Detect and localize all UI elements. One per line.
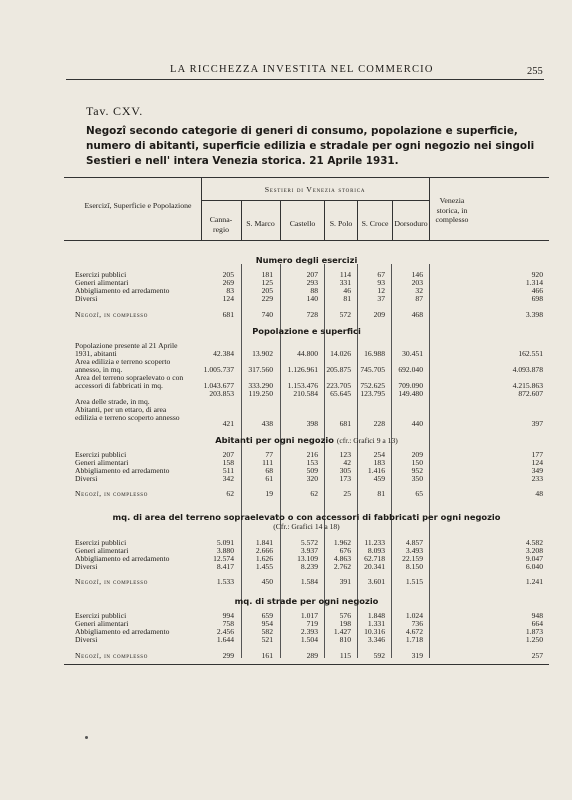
row-label: Area delle strade, in mq. xyxy=(75,397,150,406)
table-cell: 1.043.677 xyxy=(203,381,234,390)
section-subtitle: (Cfr.: Grafici 14 a 18) xyxy=(273,522,340,531)
table-header xyxy=(64,177,549,241)
total-header: Venezia storica, in complesso xyxy=(435,196,469,224)
row-label: Diversi xyxy=(75,562,98,571)
table-cell: 6.040 xyxy=(525,562,543,571)
total-row-label: Negozî, in complesso xyxy=(75,310,148,319)
section-title: mq. di area del terreno sopraelevato o con accessori di fabbricati per ogni negozio xyxy=(112,512,501,522)
table-cell: 1.024 xyxy=(405,611,423,620)
table-cell: 438 xyxy=(261,419,273,428)
table-cell: 205 xyxy=(222,270,234,279)
page-speck xyxy=(85,736,88,739)
table-cell: 87 xyxy=(415,294,423,303)
table-cell: 209 xyxy=(411,450,423,459)
table-cell: 1.250 xyxy=(525,635,543,644)
table-cell: 397 xyxy=(531,419,543,428)
table-cell: 398 xyxy=(306,419,318,428)
group-header: Sestieri di Venezia storica xyxy=(264,185,366,194)
row-label: Diversi xyxy=(75,635,98,644)
table-cell: 114 xyxy=(339,270,351,279)
table-cell: 698 xyxy=(531,294,543,303)
table-cell: 1.504 xyxy=(300,635,318,644)
sestiere-header: Castello xyxy=(289,219,316,228)
table-cell: 3.346 xyxy=(367,635,385,644)
sestiere-header: S. Polo xyxy=(329,219,353,228)
table-cell: 9.047 xyxy=(525,554,543,563)
sestiere-header: Dorsoduro xyxy=(394,219,428,228)
total-row-label: Negozî, in complesso xyxy=(75,577,148,586)
table-cell: 3.208 xyxy=(525,546,543,555)
table-cell: 62 xyxy=(226,489,234,498)
table-cell: 32 xyxy=(415,286,423,295)
column-rule xyxy=(429,178,430,240)
table-cell: 709.090 xyxy=(398,381,423,390)
table-cell: 319 xyxy=(411,651,423,660)
header-rule xyxy=(66,79,544,80)
table-cell: 421 xyxy=(222,419,234,428)
table-cell: 1.314 xyxy=(525,278,543,287)
table-cell: 1.427 xyxy=(333,627,351,636)
table-cell: 1.241 xyxy=(525,577,543,586)
table-cell: 4.582 xyxy=(525,538,543,547)
table-cell: 8.150 xyxy=(405,562,423,571)
table-cell: 46 xyxy=(343,286,351,295)
table-cell: 20.341 xyxy=(364,562,385,571)
table-cell: 12.574 xyxy=(213,554,234,563)
table-cell: 68 xyxy=(265,466,273,475)
table-cell: 4.093.878 xyxy=(512,365,543,374)
table-cell: 8.417 xyxy=(216,562,234,571)
row-label: Popolazione presente al 21 Aprile 1931, abitanti xyxy=(75,341,178,358)
table-cell: 752.625 xyxy=(360,381,385,390)
table-cell: 209 xyxy=(373,310,385,319)
row-label: Area del terreno sopraelevato o con accessori di fabbricati in mq. xyxy=(75,373,184,390)
table-cell: 572 xyxy=(339,310,351,319)
table-cell: 88 xyxy=(310,286,318,295)
table-cell: 2.393 xyxy=(300,627,318,636)
table-cell: 872.607 xyxy=(518,389,543,398)
table-cell: 331 xyxy=(339,278,351,287)
row-label: Generi alimentari xyxy=(75,278,129,287)
table-cell: 48 xyxy=(535,489,543,498)
table-cell: 62 xyxy=(310,489,318,498)
table-cell: 736 xyxy=(411,619,423,628)
table-cell: 676 xyxy=(339,546,351,555)
table-cell: 62.718 xyxy=(364,554,385,563)
table-cell: 177 xyxy=(531,450,543,459)
table-cell: 77 xyxy=(265,450,273,459)
table-cell: 81 xyxy=(377,489,385,498)
table-cell: 5.091 xyxy=(216,538,234,547)
table-cell: 954 xyxy=(261,619,273,628)
table-cell: 207 xyxy=(306,270,318,279)
row-label: Abbigliamento ed arredamento xyxy=(75,286,170,295)
table-cell: 342 xyxy=(222,474,234,483)
sestiere-header: Canna-regio xyxy=(209,215,233,234)
table-cell: 158 xyxy=(222,458,234,467)
section-title: Popolazione e superfici xyxy=(252,326,361,336)
table-cell: 25 xyxy=(343,489,351,498)
table-cell: 83 xyxy=(226,286,234,295)
table-cell: 10.316 xyxy=(364,627,385,636)
table-cell: 149.480 xyxy=(398,389,423,398)
table-cell: 1.626 xyxy=(255,554,273,563)
table-cell: 719 xyxy=(306,619,318,628)
table-cell: 920 xyxy=(531,270,543,279)
table-cell: 305 xyxy=(339,466,351,475)
table-cell: 320 xyxy=(306,474,318,483)
table-cell: 123 xyxy=(339,450,351,459)
table-cell: 299 xyxy=(222,651,234,660)
table-cell: 8.093 xyxy=(367,546,385,555)
table-cell: 391 xyxy=(339,577,351,586)
table-cell: 1.873 xyxy=(525,627,543,636)
table-cell: 459 xyxy=(373,474,385,483)
table-cell: 1.515 xyxy=(405,577,423,586)
row-label: Esercizi pubblici xyxy=(75,538,127,547)
page-number: 255 xyxy=(527,66,543,77)
row-label: Generi alimentari xyxy=(75,458,129,467)
table-cell: 124 xyxy=(531,458,543,467)
table-cell: 150 xyxy=(411,458,423,467)
section-title: Numero degli esercizi xyxy=(255,255,358,265)
table-cell: 11.233 xyxy=(364,538,385,547)
row-label: Generi alimentari xyxy=(75,546,129,555)
table-cell: 681 xyxy=(339,419,351,428)
table-cell: 173 xyxy=(339,474,351,483)
row-label: Diversi xyxy=(75,474,98,483)
table-cell: 67 xyxy=(377,270,385,279)
table-cell: 692.040 xyxy=(398,365,423,374)
table-cell: 205.875 xyxy=(326,365,351,374)
table-cell: 1.455 xyxy=(255,562,273,571)
table-cell: 153 xyxy=(306,458,318,467)
table-cell: 659 xyxy=(261,611,273,620)
table-cell: 13.902 xyxy=(252,349,273,358)
table-cell: 203 xyxy=(411,278,423,287)
table-cell: 257 xyxy=(531,651,543,660)
table-cell: 1.126.961 xyxy=(287,365,318,374)
table-cell: 13.109 xyxy=(297,554,318,563)
table-cell: 81 xyxy=(343,294,351,303)
table-cell: 4.863 xyxy=(333,554,351,563)
table-cell: 1.718 xyxy=(405,635,423,644)
total-row-label: Negozî, in complesso xyxy=(75,489,148,498)
table-cell: 228 xyxy=(373,419,385,428)
row-label: Abbigliamento ed arredamento xyxy=(75,627,170,636)
table-cell: 3.880 xyxy=(216,546,234,555)
section-title-text: Abitanti per ogni negozio xyxy=(215,435,334,445)
table-cell: 65.645 xyxy=(330,389,351,398)
table-cell: 3.493 xyxy=(405,546,423,555)
row-label: Abitanti, per un ettaro, di area edilizia e terreno scoperto annesso xyxy=(75,405,180,422)
table-cell: 5.572 xyxy=(300,538,318,547)
table-cell: 509 xyxy=(306,466,318,475)
table-cell: 161 xyxy=(261,651,273,660)
table-cell: 3.937 xyxy=(300,546,318,555)
section-title xyxy=(64,435,549,445)
table-cell: 162.551 xyxy=(518,349,543,358)
row-label: Abbigliamento ed arredamento xyxy=(75,466,170,475)
table-cell: 44.800 xyxy=(297,349,318,358)
table-cell: 1.416 xyxy=(367,466,385,475)
row-label: Area edilizia e terreno scoperto annesso, in mq. xyxy=(75,357,171,374)
table-title: Negozî secondo categorie di generi di consumo, popolazione e superficie, numero di abitanti, superficie edilizia e stradale per ogni negozio nei singoli Sestieri e nell' intera Venezia storica. 21 Aprile 1931. xyxy=(86,125,535,168)
table-cell: 8.239 xyxy=(300,562,318,571)
table-cell: 293 xyxy=(306,278,318,287)
table-cell: 22.159 xyxy=(402,554,423,563)
table-cell: 233 xyxy=(531,474,543,483)
table-cell: 681 xyxy=(222,310,234,319)
row-label: Generi alimentari xyxy=(75,619,129,628)
table-cell: 210.584 xyxy=(293,389,318,398)
table-cell: 440 xyxy=(411,419,423,428)
table-cell: 4.215.863 xyxy=(512,381,543,390)
table-cell: 30.451 xyxy=(402,349,423,358)
table-cell: 123.795 xyxy=(360,389,385,398)
row-label: Abbigliamento ed arredamento xyxy=(75,554,170,563)
table-cell: 521 xyxy=(261,635,273,644)
table-cell: 124 xyxy=(222,294,234,303)
table-cell: 119.250 xyxy=(248,389,273,398)
table-cell: 664 xyxy=(531,619,543,628)
table-cell: 115 xyxy=(339,651,351,660)
table-cell: 2.762 xyxy=(333,562,351,571)
table-cell: 19 xyxy=(265,489,273,498)
table-cell: 2.456 xyxy=(216,627,234,636)
table-cell: 3.398 xyxy=(525,310,543,319)
table-cell: 12 xyxy=(377,286,385,295)
table-cell: 207 xyxy=(222,450,234,459)
table-cell: 994 xyxy=(222,611,234,620)
table-cell: 216 xyxy=(306,450,318,459)
table-cell: 125 xyxy=(261,278,273,287)
table-cell: 948 xyxy=(531,611,543,620)
table-cell: 1.841 xyxy=(255,538,273,547)
stub-header: Esercizî, Superficie e Popolazione xyxy=(84,201,192,210)
row-label: Esercizi pubblici xyxy=(75,611,127,620)
table-cell: 37 xyxy=(377,294,385,303)
table-number: Tav. CXV. xyxy=(86,104,144,118)
table-cell: 1.017 xyxy=(300,611,318,620)
section-subtitle: (cfr.: Grafici 9 a 13) xyxy=(336,436,398,445)
table-cell: 16.988 xyxy=(364,349,385,358)
row-label: Diversi xyxy=(75,294,98,303)
table-cell: 745.705 xyxy=(360,365,385,374)
table-cell: 4.672 xyxy=(405,627,423,636)
table-cell: 289 xyxy=(306,651,318,660)
table-cell: 14.026 xyxy=(330,349,351,358)
table-cell: 1.644 xyxy=(216,635,234,644)
table-cell: 758 xyxy=(222,619,234,628)
group-rule xyxy=(201,200,429,201)
table-cell: 65 xyxy=(415,489,423,498)
table-cell: 223.705 xyxy=(326,381,351,390)
table-cell: 349 xyxy=(531,466,543,475)
table-cell: 4.857 xyxy=(405,538,423,547)
table-cell: 229 xyxy=(261,294,273,303)
sestiere-header: S. Croce xyxy=(361,219,389,228)
table-cell: 810 xyxy=(339,635,351,644)
table-cell: 140 xyxy=(306,294,318,303)
table-cell: 198 xyxy=(339,619,351,628)
table-cell: 203.853 xyxy=(209,389,234,398)
row-label: Esercizi pubblici xyxy=(75,450,127,459)
table-cell: 42.384 xyxy=(213,349,234,358)
table-cell: 146 xyxy=(411,270,423,279)
table-cell: 1.153.476 xyxy=(287,381,318,390)
table-cell: 183 xyxy=(373,458,385,467)
table-cell: 42 xyxy=(343,458,351,467)
table-cell: 1.005.737 xyxy=(203,365,234,374)
table-cell: 61 xyxy=(265,474,273,483)
row-label: Esercizi pubblici xyxy=(75,270,127,279)
section-title: mq. di strade per ogni negozio xyxy=(234,596,379,606)
running-title: LA RICCHEZZA INVESTITA NEL COMMERCIO xyxy=(170,64,434,75)
table-cell: 1.848 xyxy=(367,611,385,620)
table-cell: 254 xyxy=(373,450,385,459)
table-cell: 350 xyxy=(411,474,423,483)
table-cell: 576 xyxy=(339,611,351,620)
table-cell: 333.290 xyxy=(248,381,273,390)
table-cell: 740 xyxy=(261,310,273,319)
table-bottom-rule xyxy=(64,664,549,665)
sestiere-header: S. Marco xyxy=(246,219,275,228)
table-cell: 728 xyxy=(306,310,318,319)
table-cell: 111 xyxy=(262,458,273,467)
table-cell: 1.962 xyxy=(333,538,351,547)
table-cell: 317.560 xyxy=(248,365,273,374)
table-cell: 1.584 xyxy=(300,577,318,586)
table-cell: 952 xyxy=(411,466,423,475)
table-cell: 269 xyxy=(222,278,234,287)
table-cell: 592 xyxy=(373,651,385,660)
table-cell: 1.331 xyxy=(367,619,385,628)
table-cell: 511 xyxy=(222,466,234,475)
table-cell: 450 xyxy=(261,577,273,586)
table-cell: 2.666 xyxy=(255,546,273,555)
table-cell: 93 xyxy=(377,278,385,287)
table-cell: 3.601 xyxy=(367,577,385,586)
total-row-label: Negozî, in complesso xyxy=(75,651,148,660)
table-cell: 466 xyxy=(531,286,543,295)
table-cell: 181 xyxy=(261,270,273,279)
table-cell: 582 xyxy=(261,627,273,636)
table-cell: 1.533 xyxy=(216,577,234,586)
table-cell: 468 xyxy=(411,310,423,319)
table-cell: 205 xyxy=(261,286,273,295)
